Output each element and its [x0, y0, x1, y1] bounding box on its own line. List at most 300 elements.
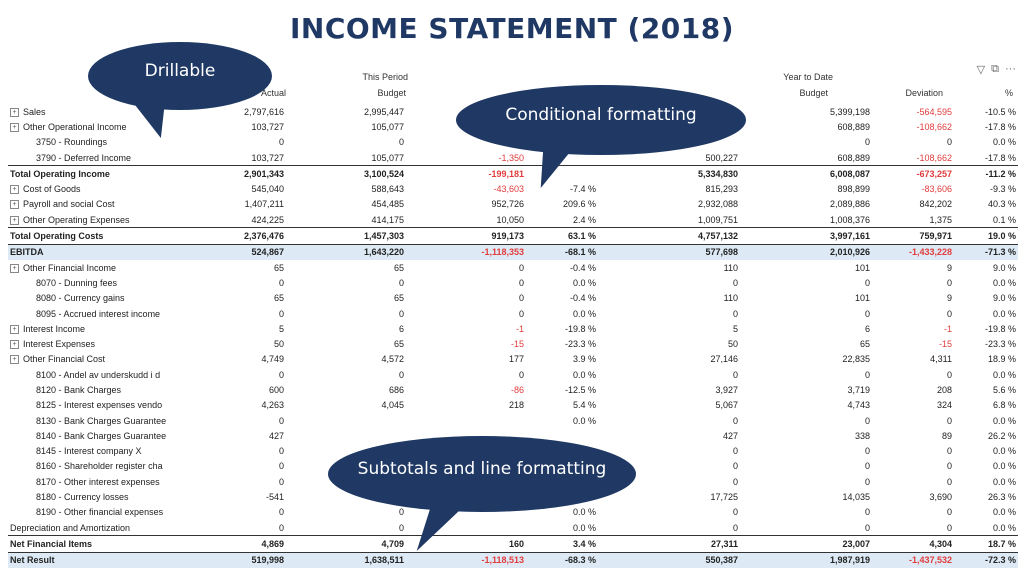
value-cell: 0 — [278, 446, 284, 457]
value-cell: 105,077 — [371, 152, 404, 163]
value-cell: 0 — [278, 369, 284, 380]
table-row — [8, 228, 1018, 244]
value-cell: 0 — [398, 507, 404, 518]
header-year-to-date: Year to Date — [783, 72, 833, 82]
row-label: 8125 - Interest expenses vendo — [36, 400, 163, 411]
value-cell: 1,457,303 — [286, 228, 406, 244]
value-cell: 0 — [732, 522, 738, 533]
expand-plus-icon[interactable]: + — [10, 123, 19, 132]
value-cell: -43,603 — [493, 184, 524, 195]
row-label-wrap — [10, 385, 121, 395]
value-cell: 0 — [946, 522, 952, 533]
table-row — [8, 166, 1018, 182]
value-cell: -71.3 % — [954, 244, 1018, 260]
value-cell: 919,173 — [406, 228, 526, 244]
expand-plus-icon[interactable]: + — [10, 216, 19, 225]
row-label-cell — [8, 336, 174, 351]
row-label-cell — [8, 275, 174, 290]
value-cell: 4,709 — [286, 536, 406, 552]
value-cell: 2,995,447 — [363, 106, 404, 117]
header-this-period: This Period — [362, 72, 408, 82]
value-cell: 0 — [946, 369, 952, 380]
value-cell: 208 — [936, 384, 952, 395]
row-label[interactable]: Interest Income — [23, 323, 86, 334]
value-cell: 9.0 % — [992, 293, 1016, 304]
row-label-cell — [8, 552, 174, 568]
value-cell: 110 — [723, 262, 738, 273]
value-cell: 63.1 % — [526, 228, 598, 244]
value-cell: 686 — [388, 384, 404, 395]
value-cell: 952,726 — [491, 199, 524, 210]
table-row — [8, 536, 1018, 552]
row-label-cell — [8, 536, 174, 552]
value-cell: 0 — [732, 415, 738, 426]
row-label-cell — [8, 291, 174, 306]
value-cell: -68.3 % — [526, 552, 598, 568]
value-cell: 101 — [854, 262, 870, 273]
row-label-wrap — [10, 555, 55, 565]
value-cell: -86 — [510, 384, 524, 395]
value-cell: 0 — [946, 277, 952, 288]
value-cell: 0 — [518, 369, 524, 380]
row-label[interactable]: Other Financial Cost — [23, 354, 106, 365]
value-cell: 0 — [732, 476, 738, 487]
header-budget[interactable]: Budget — [377, 88, 406, 98]
row-label: 8170 - Other interest expenses — [36, 476, 160, 487]
value-cell: 9 — [946, 262, 952, 273]
value-cell: -199,181 — [406, 166, 526, 182]
row-label-wrap — [10, 107, 46, 117]
row-label-wrap — [10, 461, 163, 471]
callout-drillable-text: Drillable — [144, 61, 216, 81]
value-cell: 65 — [393, 293, 404, 304]
value-cell — [406, 413, 526, 428]
row-label-wrap — [10, 324, 85, 334]
value-cell: 4,311 — [930, 354, 952, 365]
expand-plus-icon[interactable]: + — [10, 108, 19, 117]
value-cell: 550,387 — [598, 552, 740, 568]
table-row — [8, 321, 1018, 336]
row-label-wrap — [10, 247, 44, 257]
row-label-cell — [8, 321, 174, 336]
value-cell: 2,089,886 — [829, 199, 870, 210]
value-cell: 2,797,616 — [243, 106, 284, 117]
value-cell: 0 — [278, 522, 284, 533]
row-label-cell — [8, 382, 174, 397]
value-cell: 19.0 % — [954, 228, 1018, 244]
row-label-wrap — [10, 354, 105, 364]
table-row — [8, 181, 1018, 196]
expand-plus-icon[interactable]: + — [10, 340, 19, 349]
row-label: 8180 - Currency losses — [36, 492, 129, 503]
value-cell: 1,987,919 — [740, 552, 872, 568]
value-cell: 17,725 — [710, 492, 738, 503]
value-cell: 0.0 % — [992, 507, 1016, 518]
row-label-wrap — [10, 122, 127, 132]
value-cell: 0.0 % — [992, 522, 1016, 533]
value-cell: -10.5 % — [984, 106, 1016, 117]
value-cell: 324 — [936, 400, 952, 411]
header-budget-ytd[interactable]: Budget — [799, 88, 828, 98]
value-cell: 4,572 — [381, 354, 404, 365]
row-label[interactable]: Interest Expenses — [23, 339, 96, 350]
value-cell: 0 — [946, 308, 952, 319]
row-label-cell — [8, 367, 174, 382]
value-cell: 65 — [393, 339, 404, 350]
value-cell: 3,997,161 — [740, 228, 872, 244]
value-cell: 1,009,751 — [697, 214, 738, 225]
value-cell: 759,971 — [872, 228, 954, 244]
value-cell: 0.0 % — [992, 277, 1016, 288]
row-label-wrap — [10, 370, 160, 380]
value-cell: 5.4 % — [572, 400, 596, 411]
value-cell: 0 — [732, 446, 738, 457]
value-cell: 5,067 — [715, 400, 738, 411]
row-label-wrap — [10, 507, 163, 517]
value-cell: 26.2 % — [987, 430, 1016, 441]
row-label[interactable]: Other Operating Expenses — [23, 214, 130, 225]
value-cell: 545,040 — [251, 184, 284, 195]
value-cell: 0 — [518, 262, 524, 273]
value-cell: 50 — [727, 339, 738, 350]
value-cell: -11.2 % — [954, 166, 1018, 182]
row-label: Depreciation and Amortization — [10, 522, 131, 533]
table-row — [8, 520, 1018, 536]
row-label-wrap — [10, 263, 116, 273]
row-label-cell — [8, 244, 174, 260]
more-options-icon[interactable]: ··· — [1005, 63, 1016, 75]
value-cell: 2,376,476 — [174, 228, 286, 244]
value-cell: -7.4 % — [569, 184, 596, 195]
callout-conditional — [456, 85, 746, 155]
row-label-cell — [8, 228, 174, 244]
row-label: 8120 - Bank Charges — [36, 384, 122, 395]
row-label-cell — [8, 212, 174, 228]
table-row — [8, 306, 1018, 321]
value-cell: 0 — [732, 369, 738, 380]
row-label: 8095 - Accrued interest income — [36, 308, 161, 319]
value-cell: 1,407,211 — [244, 199, 284, 210]
table-row — [8, 367, 1018, 382]
row-label-wrap — [10, 137, 107, 147]
value-cell: -1,118,353 — [406, 244, 526, 260]
value-cell: 89 — [941, 430, 952, 441]
value-cell: 4,304 — [872, 536, 954, 552]
value-cell: -19.8 % — [984, 323, 1016, 334]
row-label-cell — [8, 260, 174, 275]
value-cell: 0 — [518, 277, 524, 288]
table-row — [8, 291, 1018, 306]
value-cell: 0 — [518, 308, 524, 319]
value-cell: 26.3 % — [987, 492, 1016, 503]
row-label[interactable]: Other Financial Income — [23, 262, 117, 273]
value-cell: 338 — [854, 430, 870, 441]
expand-plus-icon[interactable]: + — [10, 200, 19, 209]
callout-subtotals-text: Subtotals and line formatting — [357, 459, 607, 479]
value-cell: 218 — [508, 400, 524, 411]
row-label: 8140 - Bank Charges Guarantee — [36, 430, 167, 441]
row-label-cell — [8, 398, 174, 413]
focus-mode-icon[interactable]: ⧉ — [991, 63, 999, 75]
value-cell: 10,050 — [496, 214, 524, 225]
callout-subtotals — [328, 436, 636, 512]
value-cell: -23.3 % — [984, 339, 1016, 350]
value-cell: 0.0 % — [992, 461, 1016, 472]
row-label: EBITDA — [10, 247, 44, 258]
row-label-wrap — [10, 539, 92, 549]
value-cell: 4,757,132 — [598, 228, 740, 244]
value-cell: 0 — [278, 308, 284, 319]
value-cell: 0.0 % — [572, 308, 596, 319]
value-cell: 3.4 % — [526, 536, 598, 552]
value-cell: 5,334,830 — [598, 166, 740, 182]
value-cell: 18.7 % — [954, 536, 1018, 552]
table-row — [8, 197, 1018, 212]
row-label-cell — [8, 520, 174, 536]
value-cell: 0.0 % — [992, 446, 1016, 457]
value-cell: 0 — [864, 522, 870, 533]
value-cell: -72.3 % — [954, 552, 1018, 568]
table-row — [8, 398, 1018, 413]
value-cell: 5.6 % — [992, 384, 1016, 395]
value-cell: -673,257 — [872, 166, 954, 182]
value-cell: 0.0 % — [572, 522, 596, 533]
value-cell: 4,749 — [261, 354, 284, 365]
value-cell: 0 — [278, 137, 284, 148]
value-cell: 0 — [732, 308, 738, 319]
row-label: 8160 - Shareholder register cha — [36, 461, 163, 472]
value-cell: -9.3 % — [989, 184, 1016, 195]
row-label: 8070 - Dunning fees — [36, 277, 118, 288]
row-label: 3750 - Roundings — [36, 137, 108, 148]
value-cell: 0 — [864, 476, 870, 487]
table-row — [8, 150, 1018, 166]
row-label-wrap — [10, 309, 160, 319]
row-label-wrap — [10, 293, 125, 303]
value-cell: 27,146 — [710, 354, 738, 365]
value-cell: -17.8 % — [984, 121, 1016, 132]
value-cell: 608,889 — [837, 121, 870, 132]
value-cell: 0 — [278, 415, 284, 426]
row-label: 8145 - Interest company X — [36, 446, 142, 457]
value-cell: -0.4 % — [569, 262, 596, 273]
row-label-cell — [8, 428, 174, 443]
value-cell: -108,662 — [916, 121, 952, 132]
value-cell: 0 — [864, 415, 870, 426]
value-cell: 524,867 — [174, 244, 286, 260]
value-cell: 0 — [946, 446, 952, 457]
value-cell: 65 — [859, 339, 870, 350]
row-label-cell — [8, 306, 174, 321]
value-cell: 0.0 % — [572, 507, 596, 518]
value-cell: 577,698 — [598, 244, 740, 260]
value-cell: 588,643 — [371, 184, 404, 195]
table-row — [8, 336, 1018, 351]
value-cell: -15 — [938, 339, 952, 350]
row-label[interactable]: Sales — [23, 106, 46, 117]
value-cell: -23.3 % — [564, 339, 596, 350]
row-label-wrap — [10, 477, 160, 487]
value-cell: 5,399,198 — [829, 106, 870, 117]
value-cell: 424,225 — [251, 214, 284, 225]
row-label-wrap — [10, 199, 115, 209]
row-label-wrap — [10, 215, 130, 225]
row-label-cell — [8, 459, 174, 474]
value-cell: 65 — [273, 262, 284, 273]
value-cell: 22,835 — [842, 354, 870, 365]
row-label: Total Operating Income — [10, 168, 110, 179]
value-cell: -83,606 — [921, 184, 952, 195]
row-label-cell — [8, 413, 174, 428]
value-cell: 0 — [398, 137, 404, 148]
row-label: Net Financial Items — [10, 538, 93, 549]
value-cell: 0.0 % — [992, 137, 1016, 148]
row-label-wrap — [10, 523, 130, 533]
value-cell: 5 — [278, 323, 284, 334]
value-cell: 519,998 — [174, 552, 286, 568]
value-cell: 0.0 % — [572, 415, 596, 426]
table-row — [8, 212, 1018, 228]
value-cell: 0 — [732, 461, 738, 472]
value-cell: 0 — [732, 277, 738, 288]
value-cell: 4,869 — [174, 536, 286, 552]
row-label: 8100 - Andel av underskudd i d — [36, 369, 161, 380]
value-cell: 0 — [518, 293, 524, 304]
value-cell: 0 — [864, 369, 870, 380]
row-label-wrap — [10, 153, 131, 163]
value-cell: 0 — [864, 137, 870, 148]
expand-plus-icon[interactable]: + — [10, 325, 19, 334]
row-label: Net Result — [10, 555, 55, 566]
value-cell: 0 — [398, 369, 404, 380]
header-actual[interactable]: Actual — [260, 88, 286, 98]
filter-icon[interactable]: ▽ — [976, 64, 986, 76]
value-cell: 0 — [864, 277, 870, 288]
value-cell: 5 — [732, 323, 738, 334]
value-cell: 4,743 — [847, 400, 870, 411]
value-cell: -1,433,228 — [872, 244, 954, 260]
value-cell: -12.5 % — [564, 384, 596, 395]
value-cell: -1 — [943, 323, 952, 334]
value-cell: 427 — [268, 430, 284, 441]
value-cell: -1,437,532 — [872, 552, 954, 568]
row-label-cell — [8, 150, 174, 166]
value-cell: 600 — [268, 384, 284, 395]
table-row — [8, 552, 1018, 568]
row-label-cell — [8, 444, 174, 459]
value-cell: 18.9 % — [987, 354, 1016, 365]
value-cell: 6 — [398, 323, 404, 334]
value-cell: 0 — [398, 522, 404, 533]
value-cell: 3,690 — [929, 492, 952, 503]
table-row — [8, 244, 1018, 260]
row-label-cell — [8, 181, 174, 196]
value-cell: 50 — [273, 339, 284, 350]
row-label-cell — [8, 352, 174, 367]
callout-conditional-text: Conditional formatting — [505, 105, 697, 125]
value-cell: 0.0 % — [992, 415, 1016, 426]
row-label-wrap — [10, 446, 142, 456]
value-cell: 2,901,343 — [174, 166, 286, 182]
value-cell: 105,077 — [371, 121, 404, 132]
value-cell: 65 — [393, 262, 404, 273]
value-cell: 9.0 % — [992, 262, 1016, 273]
value-cell: 414,175 — [371, 214, 404, 225]
value-cell: 3,719 — [847, 384, 870, 395]
value-cell: 0 — [398, 308, 404, 319]
value-cell: -541 — [265, 492, 284, 503]
row-label-wrap — [10, 339, 95, 349]
value-cell: -108,662 — [916, 152, 952, 163]
table-row — [8, 260, 1018, 275]
value-cell: 842,202 — [919, 199, 952, 210]
value-cell: -0.4 % — [569, 293, 596, 304]
row-label-wrap — [10, 184, 81, 194]
row-label-wrap — [10, 416, 166, 426]
value-cell: 0 — [732, 507, 738, 518]
value-cell: 0 — [864, 446, 870, 457]
value-cell: -1,350 — [498, 152, 524, 163]
value-cell: 1,643,220 — [286, 244, 406, 260]
value-cell: 27,311 — [598, 536, 740, 552]
header-pct-ytd[interactable]: % — [1004, 88, 1013, 98]
header-deviation-ytd[interactable]: Deviation — [905, 88, 943, 98]
row-label[interactable]: Payroll and social Cost — [23, 199, 115, 210]
expand-plus-icon[interactable]: + — [10, 185, 19, 194]
row-label-cell — [8, 166, 174, 182]
value-cell: 65 — [273, 293, 284, 304]
value-cell: 23,007 — [740, 536, 872, 552]
row-label: 8190 - Other financial expenses — [36, 507, 164, 518]
value-cell: 0 — [946, 461, 952, 472]
value-cell: 0 — [864, 507, 870, 518]
expand-plus-icon[interactable]: + — [10, 264, 19, 273]
value-cell: 0 — [398, 277, 404, 288]
value-cell: 0.0 % — [572, 369, 596, 380]
value-cell: 209.6 % — [562, 199, 596, 210]
table-row — [8, 382, 1018, 397]
value-cell: -17.8 % — [984, 152, 1016, 163]
value-cell: 2.4 % — [572, 214, 596, 225]
table-row — [8, 352, 1018, 367]
value-cell: 500,227 — [705, 152, 738, 163]
value-cell: 40.3 % — [987, 199, 1016, 210]
value-cell: 103,727 — [251, 152, 284, 163]
row-label: 8130 - Bank Charges Guarantee — [36, 415, 167, 426]
value-cell: 1,638,511 — [286, 552, 406, 568]
row-label[interactable]: Cost of Goods — [23, 184, 81, 195]
value-cell: 110 — [723, 293, 738, 304]
value-cell: 0 — [946, 137, 952, 148]
value-cell: 2,932,088 — [697, 199, 738, 210]
value-cell: 4,263 — [261, 400, 284, 411]
row-label[interactable]: Other Operational Income — [23, 121, 127, 132]
row-label-wrap — [10, 492, 129, 502]
value-cell: 4,045 — [381, 400, 404, 411]
value-cell: -564,595 — [916, 106, 952, 117]
value-cell: 0.0 % — [992, 476, 1016, 487]
value-cell: 2,010,926 — [740, 244, 872, 260]
value-cell: 6 — [864, 323, 870, 334]
value-cell: 0 — [946, 415, 952, 426]
value-cell: 9 — [946, 293, 952, 304]
row-label-wrap — [10, 400, 162, 410]
row-label-wrap — [10, 231, 103, 241]
expand-plus-icon[interactable]: + — [10, 355, 19, 364]
value-cell: 103,727 — [251, 121, 284, 132]
value-cell: 427 — [722, 430, 738, 441]
value-cell: 1,375 — [929, 214, 952, 225]
